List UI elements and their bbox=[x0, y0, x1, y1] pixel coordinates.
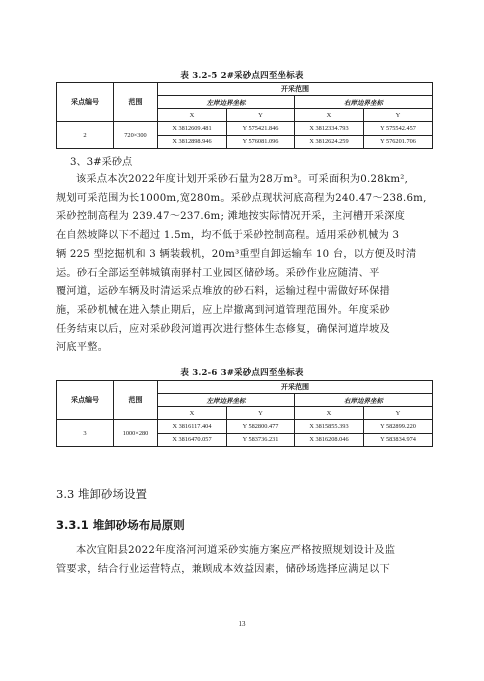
header-x: X bbox=[295, 407, 364, 420]
coord-cell: Y 582800.477 bbox=[227, 420, 295, 434]
header-range: 范围 bbox=[114, 83, 158, 122]
coord-cell: Y 576201.706 bbox=[364, 135, 433, 149]
header-y: Y bbox=[227, 109, 295, 122]
point-id-cell: 3 bbox=[57, 420, 114, 447]
coord-cell: Y 582899.220 bbox=[364, 420, 433, 434]
body-line: 辆 225 型挖掘机和 3 辆装载机，20m³重型自卸运输车 10 台，以方便及时清 bbox=[56, 248, 417, 260]
section-3-title: 3、3#采砂点 bbox=[70, 157, 133, 168]
page-number: 13 bbox=[238, 620, 246, 628]
header-point-id: 采点编号 bbox=[57, 381, 114, 420]
body-line: 该采点本次2022年度计划开采砂石量为28万m³。可采面积为0.28km², bbox=[76, 174, 409, 185]
table-row bbox=[57, 122, 433, 136]
header-y: Y bbox=[364, 109, 433, 122]
section-3-body bbox=[56, 171, 432, 358]
coord-cell: Y 575542.457 bbox=[364, 122, 433, 136]
section-3-3-1-title: 3.3.1 堆卸砂场布局原则 bbox=[56, 518, 185, 532]
coord-cell: Y 583736.231 bbox=[227, 433, 295, 447]
header-x: X bbox=[158, 109, 227, 122]
table-row bbox=[57, 420, 433, 434]
range-cell: 1000×280 bbox=[114, 420, 158, 447]
header-x: X bbox=[295, 109, 364, 122]
body-line: 覆河道，运砂车辆及时清运采点堆放的砂石料，运输过程中需做好环保措 bbox=[56, 286, 390, 298]
body-line: 本次宜阳县2022年度洛河河道采砂实施方案应严格按照规划设计及监 bbox=[76, 545, 396, 556]
header-extent: 开采范围 bbox=[158, 381, 433, 394]
point-id-cell: 2 bbox=[57, 122, 114, 149]
coord-cell: X 3816117.404 bbox=[158, 420, 227, 434]
body-line: 运。砂石全部运至韩城镇南驿村工业园区储砂场。采砂作业应随清、平 bbox=[56, 267, 380, 279]
body-line: 规划可采范围为长1000m,宽280m。采砂点现状河底高程为240.47～238.6m, bbox=[56, 192, 427, 204]
header-x: X bbox=[158, 407, 227, 420]
body-line: 管要求，结合行业运营特点，兼顾成本效益因素，储砂场选择应满足以下 bbox=[56, 563, 390, 575]
header-left-bank: 左岸边界坐标 bbox=[158, 394, 295, 407]
header-left-bank: 左岸边界坐标 bbox=[158, 96, 295, 109]
section-3-3-title: 3.3 堆卸砂场设置 bbox=[56, 487, 147, 501]
header-y: Y bbox=[364, 407, 433, 420]
coord-cell: X 3812334.793 bbox=[295, 122, 364, 136]
table1-caption: 表 3.2-5 2#采砂点四至坐标表 bbox=[180, 71, 304, 81]
coord-cell: Y 576081.096 bbox=[227, 135, 295, 149]
header-point-id: 采点编号 bbox=[57, 83, 114, 122]
coord-cell: X 3816208.046 bbox=[295, 433, 364, 447]
section-3-3-1-body bbox=[56, 542, 432, 579]
header-y: Y bbox=[227, 407, 295, 420]
header-extent: 开采范围 bbox=[158, 83, 433, 96]
coord-cell: X 3816470.057 bbox=[158, 433, 227, 447]
header-right-bank: 右岸边界坐标 bbox=[295, 394, 433, 407]
header-right-bank: 右岸边界坐标 bbox=[295, 96, 433, 109]
coord-cell: X 3812624.259 bbox=[295, 135, 364, 149]
coord-cell: X 3812609.481 bbox=[158, 122, 227, 136]
coord-cell: X 3812898.946 bbox=[158, 135, 227, 149]
body-line: 河底平整。 bbox=[56, 342, 109, 354]
range-cell: 720×300 bbox=[114, 122, 158, 149]
body-line: 施，采砂机械在进入禁止期后，应上岸撤离到河道管理范围外。年度采砂 bbox=[56, 304, 390, 316]
body-line: 任务结束以后，应对采砂段河道再次进行整体生态修复，确保河道岸坡及 bbox=[56, 323, 390, 335]
body-line: 采砂控制高程为 239.47～237.6m; 滩地按实际情况开采，主河槽开采深度 bbox=[56, 211, 406, 223]
coord-cell: Y 583834.974 bbox=[364, 433, 433, 447]
coord-cell: Y 575421.846 bbox=[227, 122, 295, 136]
table2-caption: 表 3.2-6 3#采砂点四至坐标表 bbox=[180, 368, 304, 378]
body-line: 在自然坡降以下不超过 1.5m，均不低于采砂控制高程。适用采砂机械为 3 bbox=[56, 230, 400, 242]
header-range: 范围 bbox=[114, 381, 158, 420]
coordinate-table-3 bbox=[56, 380, 433, 447]
coordinate-table-2 bbox=[56, 82, 433, 149]
coord-cell: X 3815855.393 bbox=[295, 420, 364, 434]
